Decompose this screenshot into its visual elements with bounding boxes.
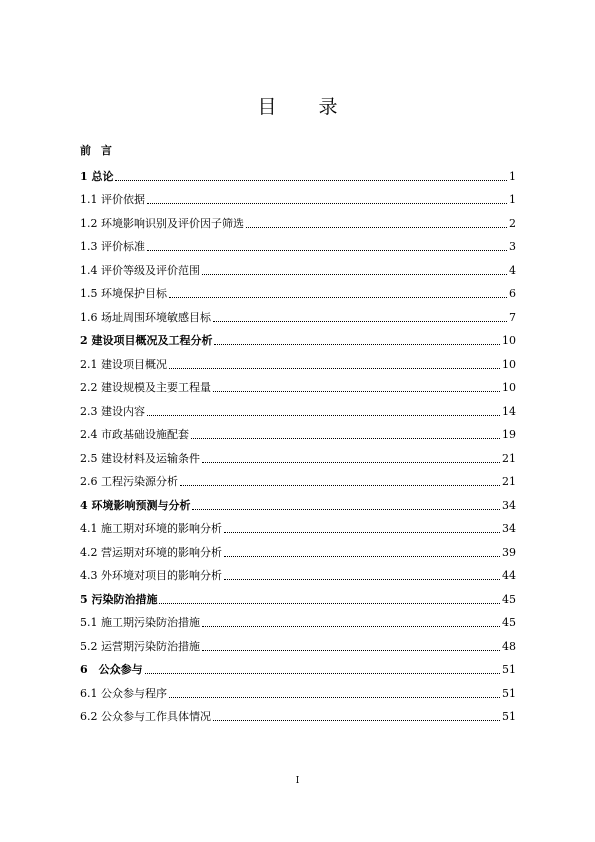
toc-section-entry[interactable] (80, 419, 516, 443)
toc-entry-title: 2.5 建设材料及运输条件 (80, 451, 200, 465)
toc-entry-title: 4.3 外环境对项目的影响分析 (80, 569, 222, 582)
toc-entry-title: 5 污染防治措施 (80, 592, 158, 606)
toc-entry-title: 4.1 施工期对环境的影响分析 (80, 522, 222, 535)
toc-entry-title: 6.1 公众参与程序 (80, 686, 167, 700)
toc-entry-page: 51 (502, 663, 516, 676)
toc-section-entry[interactable] (80, 630, 516, 654)
toc-entry-title: 2.4 市政基础设施配套 (80, 428, 189, 441)
page-title: 目 录 (257, 96, 356, 118)
toc-section-entry[interactable] (80, 254, 516, 278)
toc-entry-page: 34 (502, 522, 516, 535)
toc-entry-title: 2.2 建设规模及主要工程量 (80, 381, 211, 394)
toc-entry-page: 1 (509, 193, 516, 206)
toc-dot-leader (147, 250, 507, 251)
toc-dot-leader (202, 274, 507, 275)
toc-entry-page: 51 (502, 710, 516, 723)
toc-section-entry[interactable] (80, 536, 516, 560)
toc-entry-title: 1.4 评价等级及评价范围 (80, 263, 200, 277)
toc-entry-title: 2.6 工程污染源分析 (80, 475, 178, 488)
toc-dot-leader (115, 180, 507, 181)
toc-entry-page: 1 (509, 169, 516, 183)
toc-dot-leader (169, 297, 507, 298)
toc-section-entry[interactable] (80, 372, 516, 396)
toc-entry-title: 6.2 公众参与工作具体情况 (80, 710, 211, 723)
toc-section-entry[interactable] (80, 560, 516, 584)
toc-entry-title: 1.5 环境保护目标 (80, 287, 167, 300)
toc-section-entry[interactable] (80, 301, 516, 325)
toc-dot-leader (213, 391, 500, 392)
toc-section-entry[interactable] (80, 607, 516, 631)
toc-entry-title: 6 公众参与 (80, 663, 143, 676)
toc-entry-page: 10 (502, 381, 516, 394)
toc-entry-page: 2 (509, 216, 516, 230)
toc-entry-page: 45 (502, 592, 516, 606)
toc-entry-page: 44 (502, 569, 516, 582)
toc-entry-title: 1 总论 (80, 169, 114, 183)
toc-entry-page: 48 (502, 639, 516, 653)
toc-dot-leader (213, 720, 500, 721)
toc-section-entry[interactable] (80, 442, 516, 466)
toc-entry-title: 4 环境影响预测与分析 (80, 498, 191, 512)
toc-entry-page: 6 (509, 287, 516, 300)
toc-chapter-entry[interactable] (80, 160, 516, 184)
toc-entry-title: 1.1 评价依据 (80, 193, 145, 206)
toc-entry-title: 1.2 环境影响识别及评价因子筛选 (80, 216, 244, 230)
toc-entry-title: 1.3 评价标准 (80, 240, 145, 253)
toc-section-entry[interactable] (80, 466, 516, 490)
toc-dot-leader (147, 203, 507, 204)
page-number: I (295, 776, 300, 786)
toc-dot-leader (224, 556, 500, 557)
toc-entry-title: 5.1 施工期污染防治措施 (80, 616, 200, 629)
toc-dot-leader (145, 673, 500, 674)
toc-dot-leader (224, 532, 500, 533)
toc-section-entry[interactable] (80, 395, 516, 419)
toc-dot-leader (191, 438, 500, 439)
toc-dot-leader (192, 509, 500, 510)
toc-entry-page: 39 (502, 545, 516, 559)
toc-section-entry[interactable] (80, 207, 516, 231)
toc-dot-leader (224, 579, 500, 580)
toc-entry-page: 3 (509, 240, 516, 253)
toc-chapter-entry[interactable] (80, 489, 516, 513)
toc-entry-page: 4 (509, 263, 516, 277)
toc-entry-page: 21 (502, 451, 516, 465)
toc-section-entry[interactable] (80, 701, 516, 725)
toc-section-entry[interactable] (80, 513, 516, 537)
toc-entry-title: 2 建设项目概况及工程分析 (80, 334, 213, 347)
toc-dot-leader (169, 368, 500, 369)
toc-section-entry[interactable] (80, 348, 516, 372)
toc-chapter-entry[interactable] (80, 325, 516, 349)
toc-entry-page: 51 (502, 686, 516, 700)
toc-section-entry[interactable] (80, 677, 516, 701)
toc-entry-title: 5.2 运营期污染防治措施 (80, 639, 200, 653)
toc-entry-page: 10 (502, 357, 516, 371)
toc-entry-page: 7 (509, 310, 516, 324)
toc-entry-page: 19 (502, 428, 516, 441)
toc-dot-leader (202, 626, 500, 627)
toc-entry-page: 45 (502, 616, 516, 629)
toc-dot-leader (202, 650, 500, 651)
toc-dot-leader (180, 485, 500, 486)
toc-entry-page: 34 (502, 498, 516, 512)
toc-section-entry[interactable] (80, 231, 516, 255)
toc-dot-leader (214, 344, 500, 345)
preface-heading: 前 言 (80, 144, 115, 157)
toc-entry-title: 2.1 建设项目概况 (80, 357, 167, 371)
toc-chapter-entry[interactable] (80, 654, 516, 678)
toc-entry-page: 10 (502, 334, 516, 347)
toc-dot-leader (213, 321, 507, 322)
toc-dot-leader (147, 415, 500, 416)
toc-entry-title: 1.6 场址周围环境敏感目标 (80, 310, 211, 324)
toc-dot-leader (159, 603, 500, 604)
toc-entry-title: 2.3 建设内容 (80, 404, 145, 418)
toc-entry-page: 14 (502, 404, 516, 418)
toc-section-entry[interactable] (80, 278, 516, 302)
toc-dot-leader (169, 697, 500, 698)
toc-entry-title: 4.2 营运期对环境的影响分析 (80, 545, 222, 559)
toc-chapter-entry[interactable] (80, 583, 516, 607)
toc-dot-leader (202, 462, 500, 463)
toc-section-entry[interactable] (80, 184, 516, 208)
table-of-contents (80, 160, 516, 724)
toc-entry-page: 21 (502, 475, 516, 488)
toc-dot-leader (246, 227, 507, 228)
